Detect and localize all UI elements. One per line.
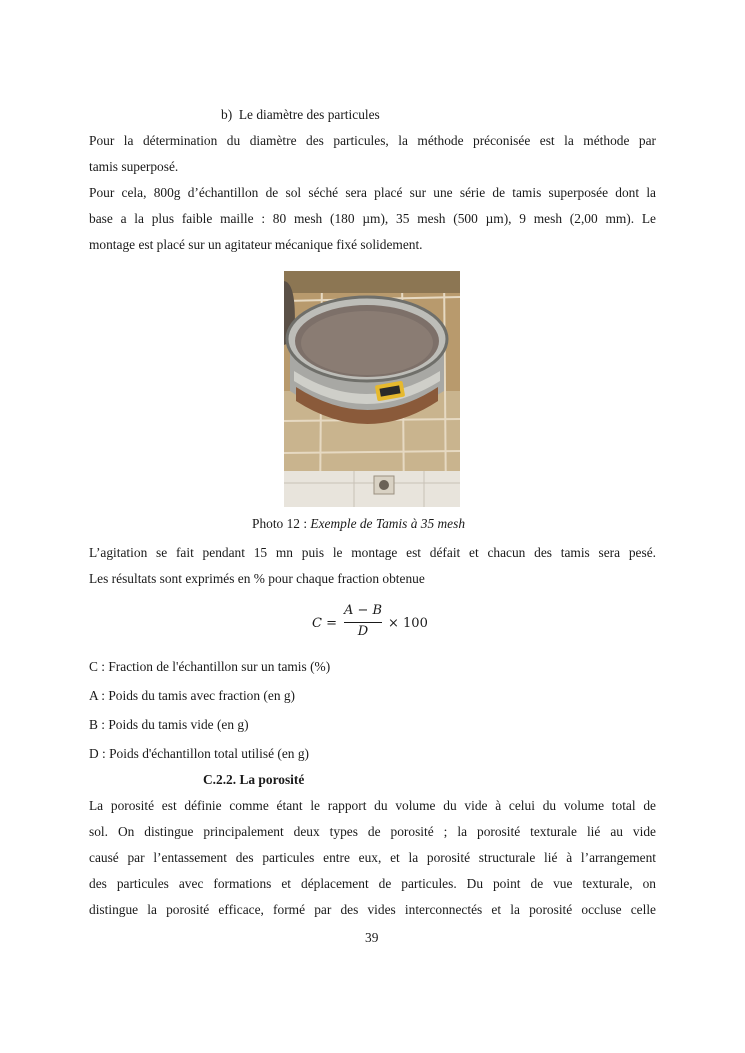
equation-denominator: D: [357, 624, 369, 639]
equation-rhs: × 100: [388, 616, 428, 631]
page-number: 39: [365, 930, 379, 945]
caption-title: Exemple de Tamis à 35 mesh: [310, 516, 466, 531]
paragraph-line: Les résultats sont exprimés en % pour chaque fraction obtenue: [89, 571, 425, 586]
definition-item: D : Poids d'échantillon total utilisé (en g): [89, 746, 309, 761]
definition-item: A : Poids du tamis avec fraction (en g): [89, 688, 296, 703]
paragraph-line: distingue la porosité efficace, formé par des vides interconnectés et la porosité occluse celle: [89, 902, 656, 917]
paragraph-line: Pour cela, 800g d’échantillon de sol séché sera placé sur une série de tamis superposée dont la: [89, 185, 656, 200]
paragraph-line: causé par l’entassement des particules entre eux, et la porosité structurale lié à l’arrangement: [89, 850, 656, 865]
definition-item: C : Fraction de l'échantillon sur un tamis (%): [89, 659, 331, 674]
paragraph-line: sol. On distingue principalement deux types de porosité ; la porosité texturale lié au vide: [89, 824, 656, 839]
paragraph-line: montage est placé sur un agitateur mécanique fixé solidement.: [89, 237, 423, 252]
sieve-photo: [284, 271, 460, 507]
equation-numerator: A − B: [344, 603, 383, 618]
paragraph-line: Pour la détermination du diamètre des particules, la méthode préconisée est la méthode par: [89, 133, 656, 148]
definition-item: B : Poids du tamis vide (en g): [89, 717, 249, 732]
paragraph-line: L’agitation se fait pendant 15 mn puis le montage est défait et chacun des tamis sera pesé.: [89, 545, 656, 560]
paragraph-line: tamis superposé.: [89, 159, 179, 174]
paragraph-line: La porosité est définie comme étant le rapport du volume du vide à celui du volume total de: [89, 798, 656, 813]
paragraph-line: base a la plus faible maille : 80 mesh (180 µm), 35 mesh (500 µm), 9 mesh (2,00 mm). Le: [89, 211, 656, 226]
caption-prefix: Photo 12 :: [252, 516, 311, 531]
section-b-heading: b) Le diamètre des particules: [221, 107, 380, 122]
fraction-bar: [344, 622, 382, 623]
equation-lhs: C =: [312, 616, 337, 631]
paragraph-line: des particules avec formations et déplacement de particules. Du point de vue texturale, on: [89, 876, 656, 891]
photo-caption: [252, 516, 465, 532]
sieve-image: [284, 271, 460, 507]
section-c22-heading: C.2.2. La porosité: [203, 772, 305, 787]
